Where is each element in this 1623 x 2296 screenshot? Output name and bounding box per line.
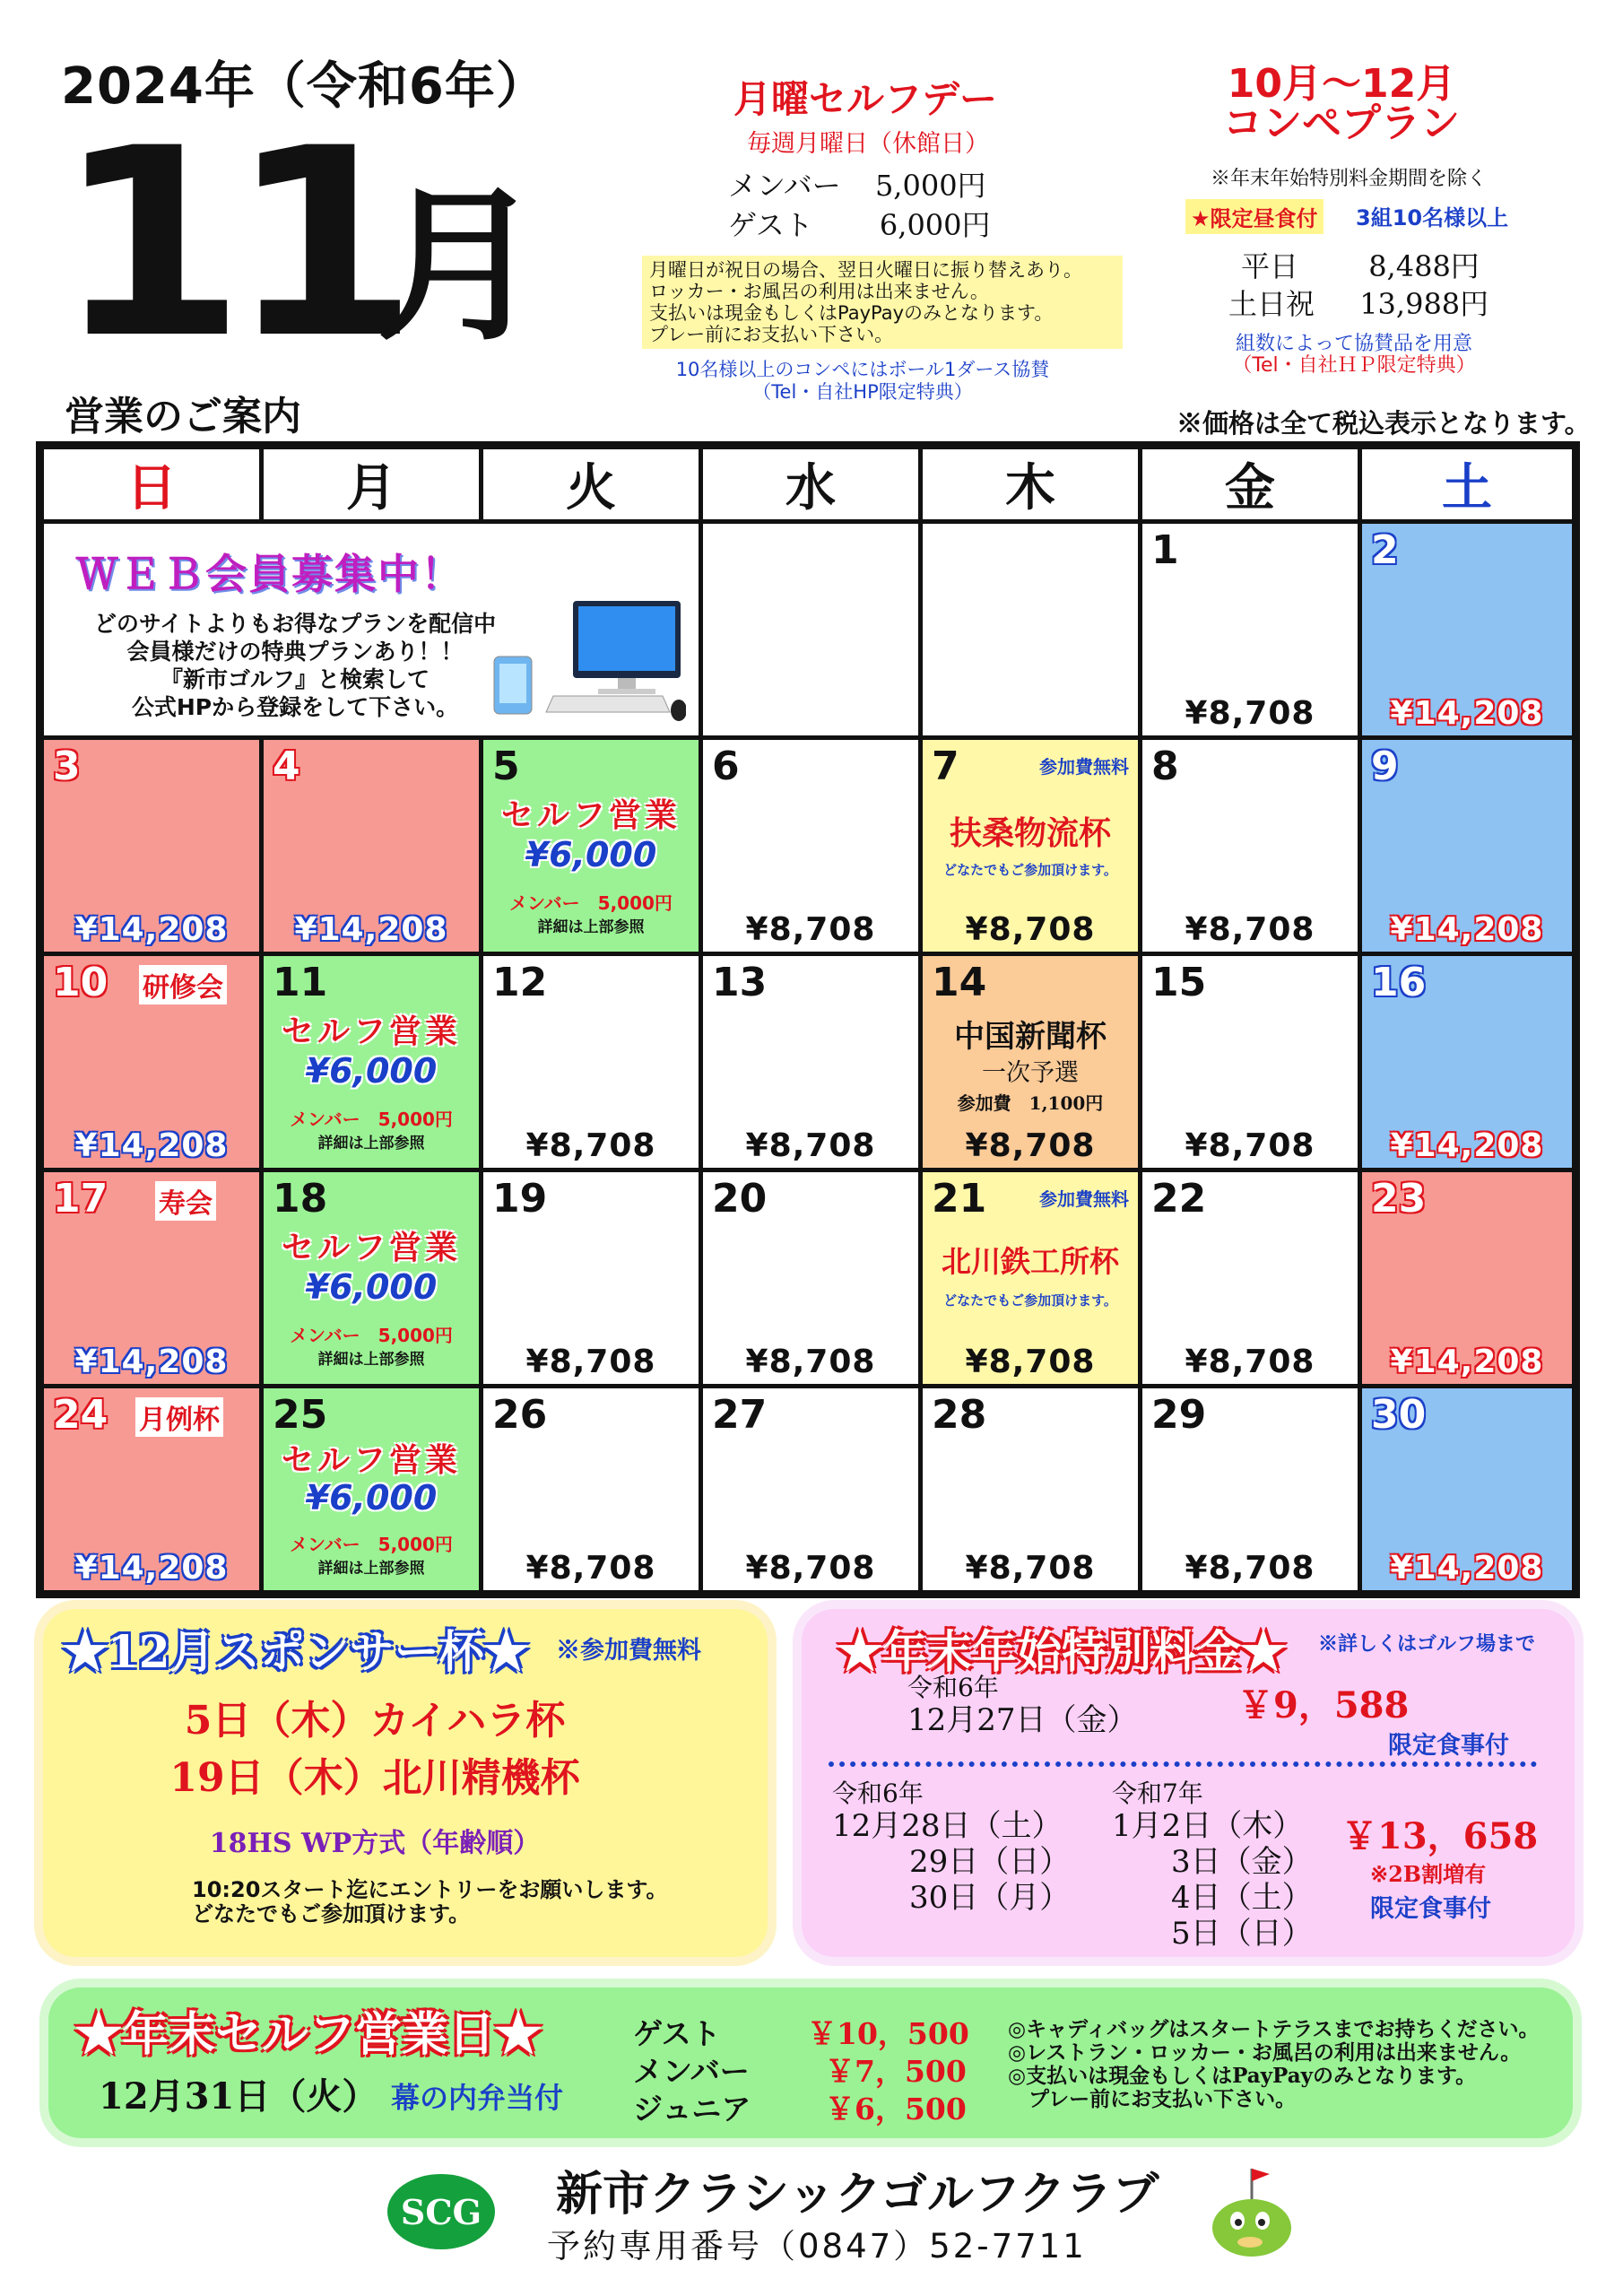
day-cell-18[interactable]: [261, 1170, 482, 1387]
day-price: ¥14,208: [74, 1550, 229, 1587]
day-number: 18: [273, 1176, 328, 1222]
year-end-note: プレー前にお支払い下さい。: [1008, 2087, 1297, 2111]
year-end-title: ★年末セルフ営業日★: [75, 2007, 542, 2062]
new-year-date-3d: 5日（日）: [1171, 1916, 1313, 1952]
day-number: 23: [1371, 1176, 1427, 1222]
day-cell-17[interactable]: [41, 1170, 262, 1387]
new-year-meal-1: 限定食事付: [1388, 1732, 1509, 1760]
day-price: ¥8,708: [745, 1550, 876, 1587]
tax-note: ※価格は全て税込表示となります。: [1176, 408, 1591, 439]
weekday-tue: 火: [481, 447, 701, 522]
day-price: ¥8,708: [1185, 911, 1315, 948]
day-number: 24: [53, 1392, 108, 1438]
free-entry-tag: 参加費無料: [1039, 756, 1129, 778]
self-member-price: メンバー 5,000円: [509, 892, 673, 914]
monthly-cup-label: 月例杯: [135, 1397, 223, 1437]
day-number: 6: [712, 744, 740, 789]
dotted-divider: [829, 1761, 1537, 1767]
self-day-note: 月曜日が祝日の場合、翌日火曜日に振り替えあり。: [649, 259, 1082, 281]
year-end-bento: 幕の内弁当付: [391, 2081, 564, 2115]
day-price: ¥8,708: [1185, 1344, 1315, 1380]
business-guide-heading: 営業のご案内: [65, 394, 301, 439]
day-cell-28[interactable]: [920, 1386, 1141, 1593]
year-end-junior-label: ジュニア: [633, 2092, 751, 2126]
self-detail-note: 詳細は上部参照: [537, 918, 645, 936]
compe-title-line-2: コンペプラン: [1223, 100, 1460, 146]
weekday-fri: 金: [1140, 447, 1360, 522]
sponsor-event-1: 5日（木）カイハラ杯: [184, 1698, 566, 1744]
day-cell-23[interactable]: [1359, 1170, 1575, 1387]
empty-day-cell: [700, 521, 921, 738]
compe-bonus-note: [1202, 334, 1506, 377]
year-end-junior-price: ￥6，500: [825, 2092, 967, 2126]
self-day-member-label: メンバー: [728, 169, 841, 203]
day-cell-9[interactable]: [1359, 737, 1575, 954]
day-number: 5: [492, 744, 520, 789]
compe-exclusion-note: ※年末年始特別料金期間を除く: [1211, 168, 1488, 190]
event-fee: 参加費 1,100円: [957, 1092, 1104, 1114]
day-number: 1: [1151, 527, 1179, 573]
year-end-date: 12月31日（火）: [99, 2075, 378, 2118]
year-end-self-panel: [48, 1987, 1573, 2138]
sponsor-format: 18HS WP方式（年齢順）: [209, 1828, 541, 1859]
day-number: 8: [1151, 744, 1179, 789]
day-price: ¥8,708: [745, 1344, 876, 1380]
year-end-note: ◎レストラン・ロッカー・お風呂の利用は出来ません。: [1008, 2040, 1522, 2065]
day-price: ¥8,708: [525, 1127, 656, 1164]
day-price: ¥8,708: [525, 1344, 656, 1380]
sponsor-free-note: ※参加費無料: [556, 1637, 701, 1665]
day-cell-12[interactable]: [481, 953, 701, 1170]
web-promo-title: ＷＥＢ会員募集中！: [76, 550, 464, 598]
self-day-subtitle: 毎週月曜日（休館日）: [747, 130, 989, 158]
new-year-era-2: 令和6年: [832, 1779, 924, 1808]
day-cell-7[interactable]: [920, 737, 1141, 954]
month-kanji: 月: [377, 170, 542, 363]
club-name: 新市クラシックゴルフクラブ: [556, 2168, 1159, 2222]
day-cell-15[interactable]: [1140, 953, 1360, 1170]
compe-bonus-line-1: 組数によって協賛品を用意: [1235, 333, 1472, 355]
compe-weekday-row: [1241, 244, 1480, 285]
day-number: 3: [53, 744, 81, 789]
ball-line-2: （Tel・自社HP限定特典）: [752, 381, 973, 403]
new-year-meal-2: 限定食事付: [1370, 1895, 1491, 1923]
self-member-price: メンバー 5,000円: [290, 1534, 453, 1555]
sponsor-note-line: 10:20スタート迄にエントリーをお願いします。: [192, 1877, 668, 1902]
year-heading: 2024年（令和6年）: [61, 57, 547, 116]
day-price: ¥14,208: [1390, 1550, 1544, 1587]
day-number: 25: [273, 1392, 328, 1438]
day-cell-30[interactable]: [1359, 1386, 1575, 1593]
self-business-title: セルフ営業: [281, 1013, 461, 1050]
day-price: ¥8,708: [1185, 1550, 1315, 1587]
day-number: 17: [53, 1176, 108, 1222]
day-number: 9: [1371, 744, 1399, 789]
day-number: 30: [1371, 1392, 1427, 1438]
year-end-member-label: メンバー: [633, 2054, 750, 2089]
day-number: 2: [1371, 527, 1399, 573]
day-price: ¥8,708: [965, 1127, 1096, 1164]
compe-bonus-line-2: （Tel・自社ＨＰ限定特典）: [1232, 354, 1476, 377]
day-cell-29[interactable]: [1140, 1386, 1360, 1593]
day-cell-24[interactable]: [41, 1386, 262, 1593]
day-cell-27[interactable]: [700, 1386, 921, 1593]
day-price: ¥8,708: [525, 1550, 656, 1587]
day-cell-2[interactable]: [1359, 521, 1575, 738]
self-business-price: ¥6,000: [305, 1478, 438, 1518]
day-number: 4: [273, 744, 300, 789]
compe-holiday-label: 土日祝: [1228, 287, 1315, 321]
day-cell-10[interactable]: [41, 953, 262, 1170]
web-promo-line: 『新市ゴルフ』と検索して: [160, 666, 430, 692]
day-cell-21[interactable]: [920, 1170, 1141, 1387]
sponsor-entry-note: [192, 1878, 667, 1926]
day-cell-20[interactable]: [700, 1170, 921, 1387]
day-price: ¥8,708: [965, 1344, 1096, 1380]
day-price: ¥8,708: [745, 911, 876, 948]
empty-day-cell: [920, 521, 1141, 738]
weekday-sun: 日: [41, 447, 262, 522]
day-price: ¥14,208: [74, 911, 229, 948]
event-subtitle: 一次予選: [982, 1059, 1079, 1087]
new-year-date-2a: 12月28日（土）: [832, 1808, 1063, 1844]
new-year-title: ★年末年始特別料金★: [838, 1625, 1286, 1678]
new-year-discount: ※2B割増有: [1370, 1861, 1487, 1887]
year-end-guest-price: ￥10，500: [807, 2016, 969, 2051]
compe-weekday-price: 8,488円: [1368, 249, 1480, 283]
new-year-price-2: ￥13，658: [1341, 1815, 1539, 1857]
self-business-title: セルフ営業: [281, 1229, 461, 1266]
day-number: 22: [1151, 1176, 1207, 1222]
self-day-notes: [642, 256, 1123, 349]
day-number: 26: [492, 1392, 548, 1438]
self-day-member-price: 5,000円: [874, 169, 986, 203]
self-detail-note: 詳細は上部参照: [317, 1135, 425, 1152]
day-cell-16[interactable]: [1359, 953, 1575, 1170]
weekday-thu: 木: [920, 447, 1141, 522]
computer-icon: [492, 601, 686, 726]
day-cell-22[interactable]: [1140, 1170, 1360, 1387]
self-member-price: メンバー 5,000円: [290, 1109, 453, 1130]
day-cell-6[interactable]: [700, 737, 921, 954]
golf-mascot-icon: [1207, 2165, 1297, 2260]
reservation-phone[interactable]: 予約専用番号（0847）52-7711: [547, 2227, 1087, 2266]
day-cell-14[interactable]: [920, 953, 1141, 1170]
ball-line-1: 10名様以上のコンペにはボール1ダース協賛: [675, 359, 1050, 380]
self-business-title: セルフ営業: [500, 796, 681, 834]
web-promo-line: 会員様だけの特典プランあり！！: [126, 639, 464, 665]
day-price: ¥8,708: [745, 1127, 876, 1164]
compe-group-condition: 3組10名様以上: [1356, 205, 1509, 230]
year-end-note: ◎支払いは現金もしくはPayPayのみとなります。: [1008, 2064, 1477, 2088]
self-member-price: メンバー 5,000円: [290, 1325, 453, 1346]
web-member-promo[interactable]: [41, 521, 701, 738]
day-cell-5[interactable]: [481, 737, 701, 954]
day-cell-11[interactable]: [261, 953, 482, 1170]
event-title: 扶桑物流杯: [949, 814, 1111, 852]
compe-holiday-row: [1228, 282, 1488, 323]
day-cell-1[interactable]: [1140, 521, 1360, 738]
year-end-note: ◎キャディバッグはスタートテラスまでお持ちください。: [1008, 2017, 1540, 2041]
self-business-price: ¥6,000: [525, 835, 657, 874]
weekday-sat: 土: [1359, 447, 1575, 522]
ball-sponsorship-note: [658, 359, 1067, 404]
self-detail-note: 詳細は上部参照: [317, 1560, 425, 1578]
new-year-more-note: ※詳しくはゴルフ場まで: [1318, 1632, 1536, 1656]
day-cell-26[interactable]: [481, 1386, 701, 1593]
self-detail-note: 詳細は上部参照: [317, 1351, 425, 1369]
day-number: 12: [492, 960, 548, 1005]
scg-logo: SCG: [387, 2174, 495, 2249]
sponsor-event-2: 19日（木）北川精機杯: [169, 1755, 580, 1801]
compe-plan-title: [1198, 61, 1485, 146]
day-cell-3[interactable]: [41, 737, 262, 954]
sponsor-note-line: どなたでもご参加頂けます。: [192, 1901, 471, 1926]
day-number: 21: [932, 1176, 987, 1222]
day-price: ¥8,708: [1185, 1127, 1315, 1164]
day-price: ¥8,708: [965, 1550, 1096, 1587]
new-year-era-3: 令和7年: [1112, 1779, 1203, 1808]
self-business-title: セルフ営業: [281, 1441, 461, 1479]
event-anyone-note: どなたでもご参加頂けます。: [943, 862, 1117, 878]
web-promo-text: [62, 610, 528, 721]
day-price: ¥8,708: [965, 911, 1096, 948]
day-cell-19[interactable]: [481, 1170, 701, 1387]
self-day-member-row: [728, 163, 986, 204]
self-day-note: ロッカー・お風呂の利用は出来ません。: [649, 281, 989, 302]
self-day-guest-price: 6,000円: [879, 208, 991, 242]
day-number: 10: [53, 960, 108, 1005]
web-promo-line: どのサイトよりもお得なプランを配信中: [93, 611, 497, 637]
new-year-price-1: ￥9，588: [1237, 1684, 1410, 1726]
new-year-date-3a: 1月2日（木）: [1112, 1808, 1304, 1844]
sponsor-cup-title: ★12月スポンサー杯★: [63, 1625, 529, 1678]
day-number: 13: [712, 960, 768, 1005]
day-number: 7: [932, 744, 959, 789]
event-anyone-note: どなたでもご参加頂けます。: [943, 1292, 1117, 1309]
day-price: ¥14,208: [1390, 695, 1544, 732]
self-day-guest-label: ゲスト: [728, 208, 813, 242]
day-cell-8[interactable]: [1140, 737, 1360, 954]
new-year-date-2b: 29日（日）: [909, 1844, 1071, 1880]
new-year-date-3b: 3日（金）: [1171, 1844, 1313, 1880]
event-title: 中国新聞杯: [954, 1019, 1107, 1055]
day-number: 19: [492, 1176, 548, 1222]
web-promo-line: 公式HPから登録をして下さい。: [131, 694, 459, 720]
calendar-grid: [36, 441, 1580, 1598]
day-price: ¥14,208: [74, 1344, 229, 1380]
day-price: ¥14,208: [1390, 1127, 1544, 1164]
day-cell-13[interactable]: [700, 953, 921, 1170]
day-number: 28: [932, 1392, 987, 1438]
day-number: 14: [932, 960, 987, 1005]
new-year-date-3c: 4日（土）: [1171, 1880, 1313, 1916]
day-number: 15: [1151, 960, 1207, 1005]
self-business-price: ¥6,000: [305, 1267, 438, 1307]
day-cell-25[interactable]: [261, 1386, 482, 1593]
free-entry-tag: 参加費無料: [1039, 1188, 1129, 1210]
day-cell-4[interactable]: [261, 737, 482, 954]
event-title: 北川鉄工所杯: [942, 1244, 1119, 1279]
day-number: 20: [712, 1176, 768, 1222]
day-number: 27: [712, 1392, 768, 1438]
month-number: 11: [56, 93, 402, 396]
new-year-rates-panel: [802, 1609, 1575, 1957]
weekday-mon: 月: [261, 447, 482, 522]
day-price: ¥14,208: [1390, 1344, 1544, 1380]
new-year-date-1: 12月27日（金）: [907, 1702, 1138, 1738]
self-day-title: 月曜セルフデー: [733, 77, 998, 121]
year-end-guest-label: ゲスト: [633, 2016, 721, 2051]
self-day-note: 支払いは現金もしくはPayPayのみとなります。: [649, 302, 1054, 324]
day-number: 11: [273, 960, 328, 1005]
day-price: ¥14,208: [74, 1127, 229, 1164]
day-price: ¥14,208: [1390, 911, 1544, 948]
day-number: 29: [1151, 1392, 1207, 1438]
day-number: 16: [1371, 960, 1427, 1005]
compe-weekday-label: 平日: [1241, 249, 1299, 283]
limited-lunch-badge: ★限定昼食付: [1185, 199, 1324, 234]
sponsor-cup-panel: [43, 1609, 768, 1957]
year-end-notes: [1008, 2018, 1540, 2111]
day-price: ¥14,208: [294, 911, 448, 948]
day-price: ¥8,708: [1185, 695, 1315, 732]
kotobuki-label: 寿会: [155, 1181, 216, 1221]
compe-title-line-1: 10月～12月: [1227, 61, 1456, 107]
self-day-guest-row: [728, 203, 991, 244]
new-year-era-1: 令和6年: [907, 1673, 999, 1702]
weekday-wed: 水: [700, 447, 921, 522]
self-day-note: プレー前にお支払い下さい。: [649, 324, 894, 345]
new-year-date-2c: 30日（月）: [909, 1880, 1071, 1916]
training-label: 研修会: [139, 965, 227, 1004]
compe-holiday-price: 13,988円: [1359, 287, 1489, 321]
year-end-member-price: ￥7，500: [825, 2054, 967, 2089]
self-business-price: ¥6,000: [305, 1051, 438, 1091]
